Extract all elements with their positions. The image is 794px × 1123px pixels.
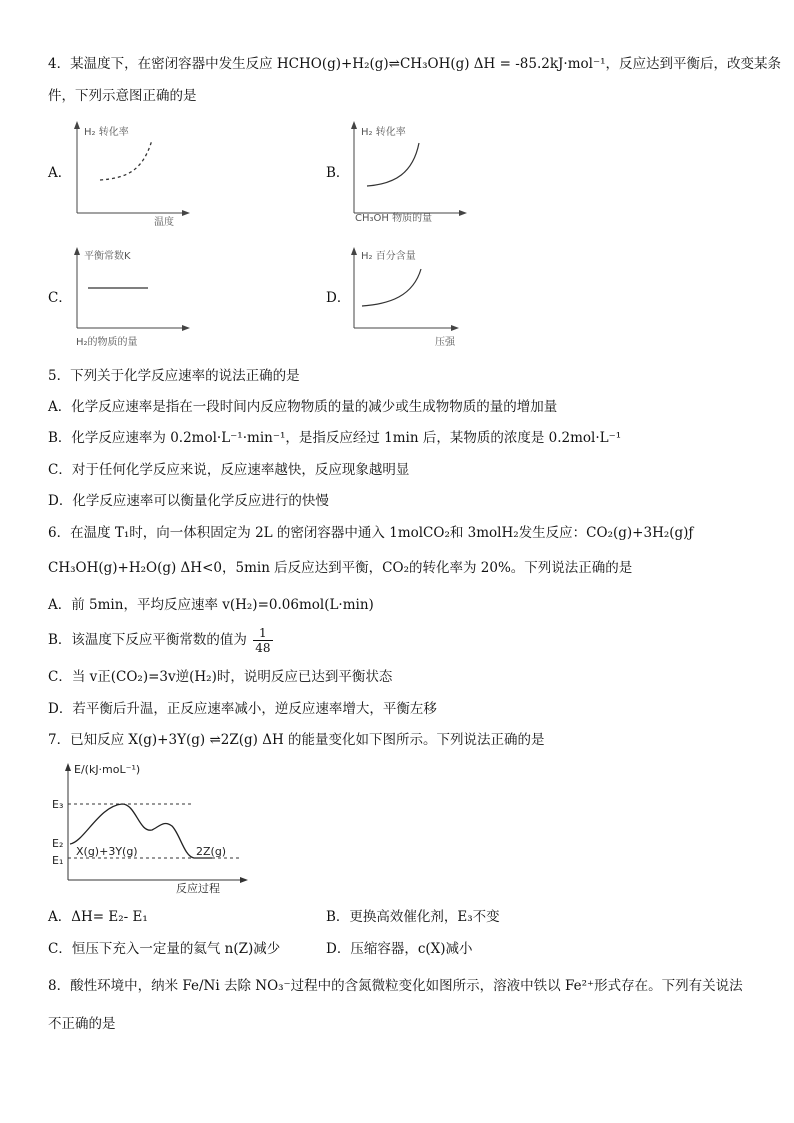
label-reactants: X(g)+3Y(g)	[76, 845, 138, 858]
fraction	[253, 626, 272, 655]
label-e3: E₃	[52, 798, 64, 811]
q4-graph-c	[68, 244, 218, 352]
q7-option-b: B．更换高效催化剂，E₃不变	[326, 909, 500, 925]
graph-b-xlabel: CH₃OH 物质的量	[355, 213, 433, 224]
q4-option-a-label: A．	[48, 165, 72, 181]
graph-c-ylabel: 平衡常数K	[84, 251, 131, 262]
q5-option-c: C．对于任何化学反应来说，反应速率越快，反应现象越明显	[48, 462, 410, 478]
label-products: 2Z(g)	[196, 845, 227, 858]
q4-option-b-label: B．	[326, 165, 350, 181]
graph-d-xlabel: 压强	[435, 337, 455, 348]
graph-c-xlabel: H₂的物质的量	[76, 337, 138, 348]
q7-option-a: A．ΔH= E₂- E₁	[48, 909, 148, 925]
energy-ylabel: E/(kJ·moL⁻¹)	[74, 763, 141, 776]
q4-graph-d	[345, 244, 495, 352]
graph-d-curve	[362, 269, 421, 306]
q4-graph-b	[345, 118, 495, 226]
q6-option-c: C．当 v正(CO₂)=3v逆(H₂)时，说明反应已达到平衡状态	[48, 669, 393, 685]
fraction-numerator: 1	[253, 626, 272, 641]
q6-option-b	[48, 625, 273, 655]
graph-a-ylabel: H₂ 转化率	[84, 127, 129, 138]
energy-xlabel: 反应过程	[176, 882, 220, 895]
q4-option-d-label: D．	[326, 290, 351, 306]
q6-option-b-text: B．该温度下反应平衡常数的值为	[48, 632, 247, 648]
q5-option-d: D．化学反应速率可以衡量化学反应进行的快慢	[48, 493, 329, 509]
q8-stem-line1: 8．酸性环境中，纳米 Fe/Ni 去除 NO₃⁻过程中的含氮微粒变化如图所示，溶液中铁以 Fe²⁺形式存在。下列有关说法	[48, 978, 743, 994]
q6-stem-line1: 6．在温度 T₁时，向一体积固定为 2L 的密闭容器中通入 1molCO₂和 3molH₂发生反应：CO₂(g)+3H₂(g)ƒ	[48, 525, 694, 541]
q7-energy-diagram	[44, 758, 254, 898]
fraction-denominator: 48	[255, 641, 271, 655]
q8-stem-line2: 不正确的是	[48, 1016, 116, 1032]
graph-a-curve	[100, 140, 152, 180]
q4-stem-line2: 件，下列示意图正确的是	[48, 88, 197, 104]
q5-option-b: B．化学反应速率为 0.2mol·L⁻¹·min⁻¹，是指反应经过 1min 后，某物质的浓度是 0.2mol·L⁻¹	[48, 430, 622, 446]
label-e1: E₁	[52, 854, 64, 867]
q6-option-a: A．前 5min，平均反应速率 v(H₂)=0.06mol(L·min)	[48, 597, 374, 613]
graph-d-ylabel: H₂ 百分含量	[361, 251, 416, 262]
q7-option-d: D．压缩容器，c(X)减小	[326, 941, 473, 957]
q4-option-c-label: C．	[48, 290, 72, 306]
graph-b-ylabel: H₂ 转化率	[361, 127, 406, 138]
q5-option-a: A．化学反应速率是指在一段时间内反应物物质的量的减少或生成物物质的量的增加量	[48, 399, 558, 415]
graph-b-curve	[367, 143, 419, 186]
q7-stem: 7．已知反应 X(g)+3Y(g) ⇌2Z(g) ΔH 的能量变化如下图所示。下列说法正确的是	[48, 732, 545, 748]
q6-option-d: D．若平衡后升温，正反应速率减小，逆反应速率增大，平衡左移	[48, 701, 437, 717]
q5-stem: 5．下列关于化学反应速率的说法正确的是	[48, 368, 300, 384]
q4-graph-a	[68, 118, 218, 226]
label-e2: E₂	[52, 837, 64, 850]
graph-a-xlabel: 温度	[154, 217, 174, 226]
q6-stem-line2: CH₃OH(g)+H₂O(g) ΔH<0，5min 后反应达到平衡，CO₂的转化率为 20%。下列说法正确的是	[48, 560, 633, 576]
q4-stem-line1: 4．某温度下，在密闭容器中发生反应 HCHO(g)+H₂(g)⇌CH₃OH(g) ΔH = -85.2kJ·mol⁻¹，反应达到平衡后，改变某条	[48, 56, 782, 72]
q7-option-c: C．恒压下充入一定量的氦气 n(Z)减少	[48, 941, 281, 957]
